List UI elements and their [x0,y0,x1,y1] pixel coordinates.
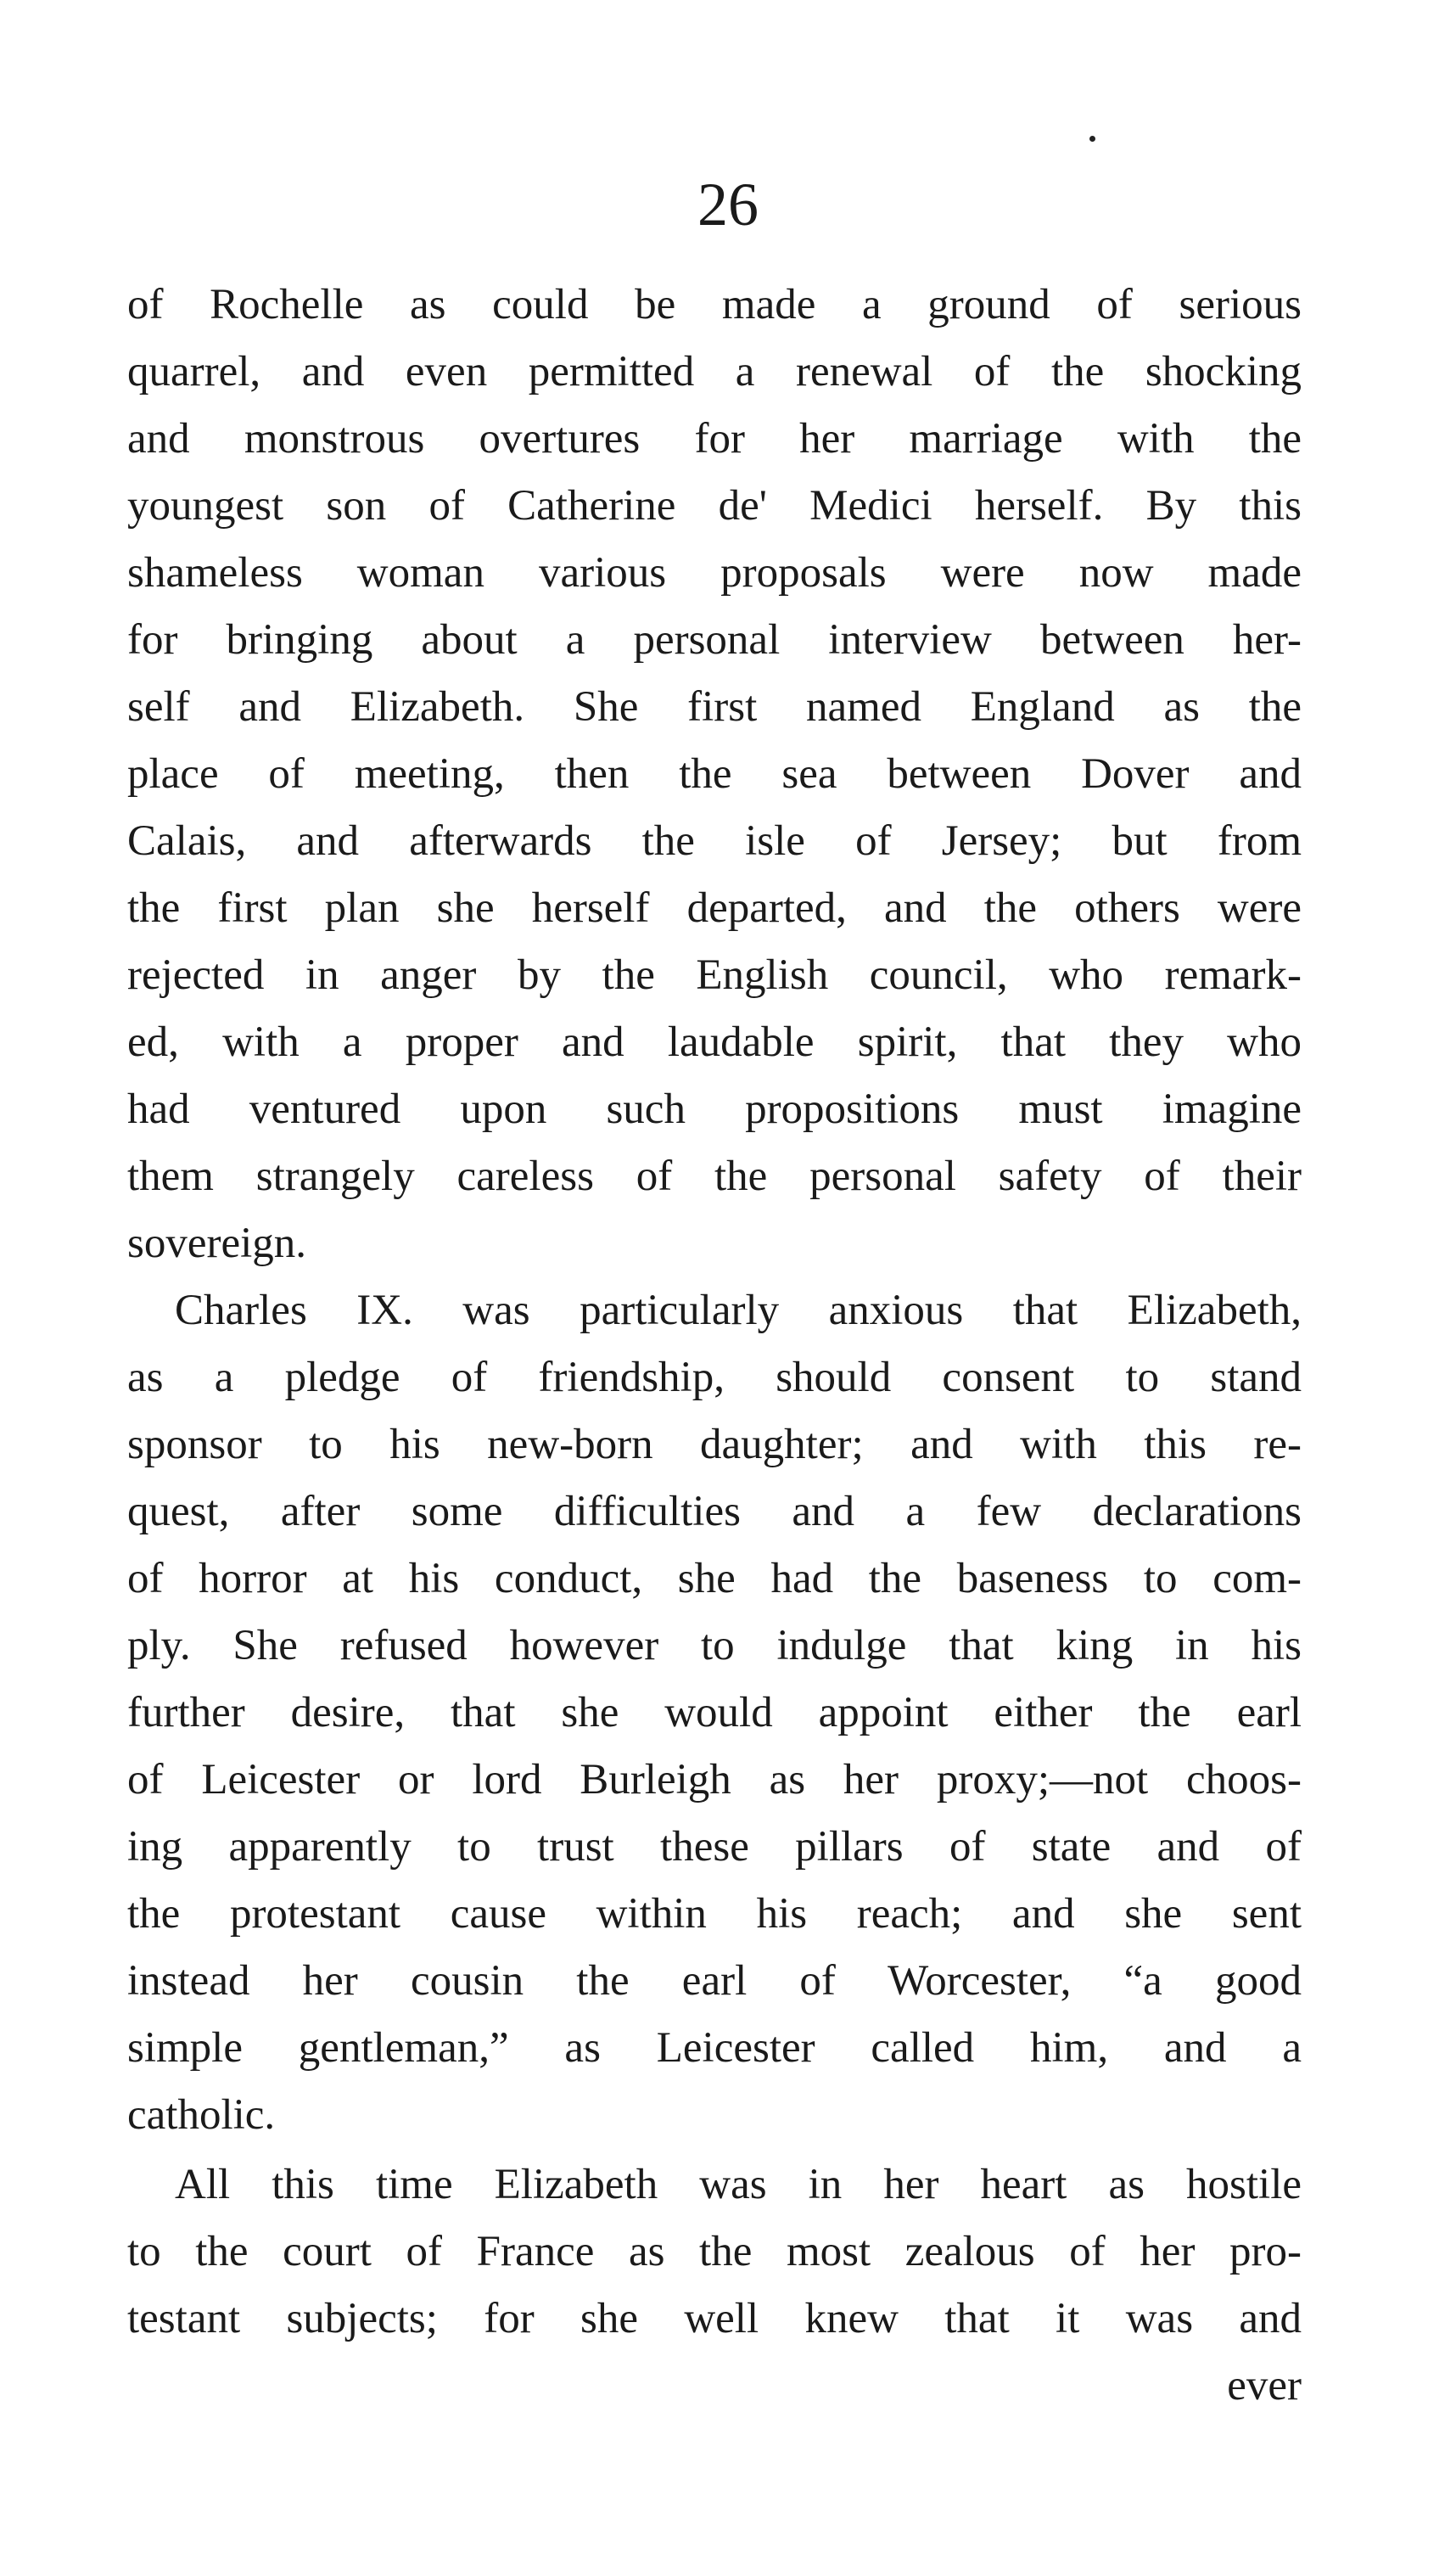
text-line: to the court of France as the most zealous of her pro- [127,2228,1302,2275]
text-line: quest, after some difficulties and a few declarations [127,1488,1302,1535]
text-line: for bringing about a personal interview between her- [127,616,1302,664]
text-line: as a pledge of friendship, should consent to stand [127,1354,1302,1401]
text-line: further desire, that she would appoint either the earl [127,1689,1302,1736]
text-line: of horror at his conduct, she had the baseness to com- [127,1555,1302,1602]
text-line: sovereign. [127,1220,307,1267]
print-speck [1089,136,1095,142]
text-line: sponsor to his new-born daughter; and with this re- [127,1421,1302,1468]
text-line: quarrel, and even permitted a renewal of the shocking [127,348,1302,395]
text-line: of Rochelle as could be made a ground of serious [127,281,1302,328]
text-line: the first plan she herself departed, and the others were [127,884,1302,932]
text-line: them strangely careless of the personal safety of their [127,1153,1302,1200]
text-line: the protestant cause within his reach; and she sent [127,1890,1302,1938]
page-number: 26 [697,171,759,238]
text-line: had ventured upon such propositions must imagine [127,1085,1302,1133]
text-line: rejected in anger by the English council, who remark- [127,951,1302,999]
text-line: instead her cousin the earl of Worcester, “a good [127,1957,1302,2005]
text-line: catholic. [127,2091,276,2139]
text-line: ed, with a proper and laudable spirit, that they who [127,1018,1302,1066]
text-line: self and Elizabeth. She first named England as the [127,683,1302,731]
text-line: and monstrous overtures for her marriage with the [127,415,1302,463]
text-line: All this time Elizabeth was in her heart as hostile [175,2161,1302,2208]
text-line: testant subjects; for she well knew that it was and [127,2295,1302,2342]
text-line: Calais, and afterwards the isle of Jersey; but from [127,817,1302,865]
text-line: of Leicester or lord Burleigh as her proxy;—not choos- [127,1756,1302,1804]
text-line: shameless woman various proposals were now made [127,549,1302,597]
text-line: youngest son of Catherine de' Medici herself. By this [127,482,1302,530]
text-line: ing apparently to trust these pillars of state and of [127,1823,1302,1871]
text-line: ply. She refused however to indulge that king in his [127,1622,1302,1669]
text-line: simple gentleman,” as Leicester called him, and a [127,2024,1302,2072]
text-line: place of meeting, then the sea between Dover and [127,750,1302,798]
text-line: Charles IX. was particularly anxious that Elizabeth, [175,1287,1302,1334]
catchword: ever [1227,2362,1302,2409]
